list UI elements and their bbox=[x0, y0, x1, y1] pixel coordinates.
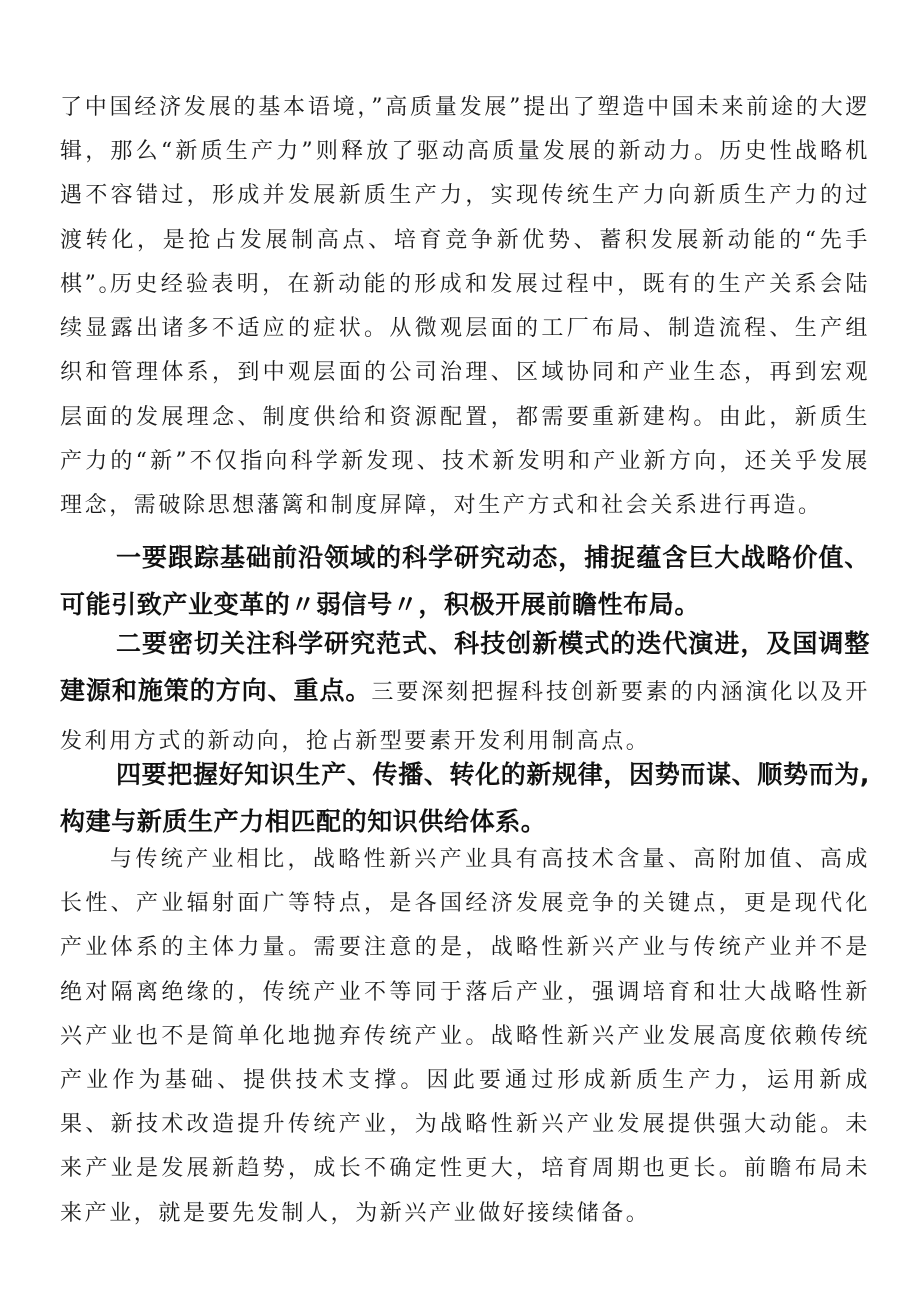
paragraph-first-task: 一要跟踪基础前沿领域的科学研究动态，捕捉蕴含巨大战略价值、可能引致产业变革的〃弱信号〃，积极开展前瞻性布局。 bbox=[60, 543, 870, 619]
third-task-text: 三要深刻把握科技创新要素的内涵演化以及开发利用方式的新动向，抢占新型要素开发利用制高点。 bbox=[60, 680, 870, 754]
second-task-text: 二要密切关注科学研究范式、科技创新模式的迭代演进，及国调整建源和施策的方向、重点。 bbox=[60, 629, 870, 705]
paragraph-historical-experience: 历史经验表明，在新动能的形成和发展过程中，既有的生产关系会陆续显露出诸多不适应的症状。从微观层面的工厂布局、制造流程、生产组织和管理体系，到中观层面的公司治理、区域协同和产业生态，再到宏观层面的发展理念、制度供给和资源配置，都需要重新建构。由此，新质生产力的“新”不仅指向科学新发现、技术新发明和产业新方向，还关乎发展理念，需破除思想藩篱和制度屏障，对生产方式和社会关系进行再造。 bbox=[60, 272, 870, 519]
paragraph-second-third-task bbox=[60, 620, 870, 765]
paragraph-high-quality-development: 了中国经济发展的基本语境，”高质量发展”提出了塑造中国未来前途的大逻辑，那么“新质生产力”则释放了驱动高质量发展的新动力。历史性战略机遇不容错过，形成并发展新质生产力，实现传统生产力向新质生产力的过渡转化，是抢占发展制高点、培育竞争新优势、蓄积发展新动能的“先手棋”。 bbox=[60, 95, 870, 297]
paragraph-strategic-emerging-industries: 与传统产业相比，战略性新兴产业具有高技术含量、高附加值、高成长性、产业辐射面广等特点，是各国经济发展竞争的关键点，更是现代化产业体系的主体力量。需要注意的是，战略性新兴产业与传统产业并不是绝对隔离绝缘的，传统产业不等同于落后产业，强调培育和壮大战略性新兴产业也不是简单化地抛弃传统产业。战略性新兴产业发展高度依赖传统产业作为基础、提供技术支撑。因此要通过形成新质生产力，运用新成果、新技术改造提升传统产业，为战略性新兴产业发展提供强大动能。未来产业是发展新趋势，成长不确定性更大，培育周期也更长。前瞻布局未来产业，就是要先发制人，为新兴产业做好接续储备。 bbox=[60, 847, 870, 1226]
paragraph-fourth-task: 四要把握好知识生产、传播、转化的新规律，因势而谋、顺势而为,构建与新质生产力相匹配的知识供给体系。 bbox=[60, 760, 870, 836]
